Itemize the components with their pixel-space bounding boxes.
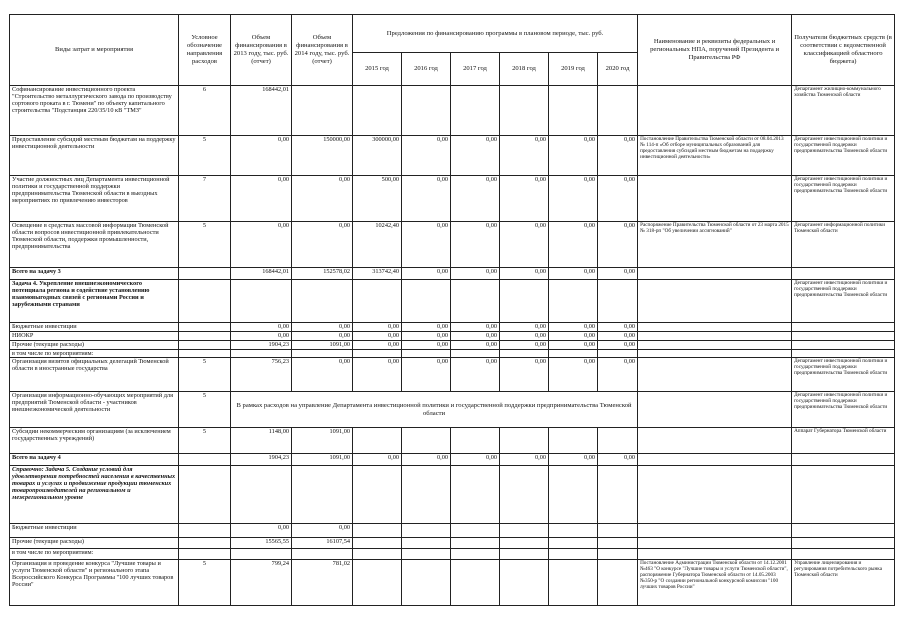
header-2014: Объем финансирования в 2014 году, тыс. руб. (отчет) [292, 15, 353, 86]
plan-year-cell [500, 560, 549, 606]
plan-year-cell [549, 428, 598, 454]
plan-year-cell: 0,00 [402, 268, 451, 280]
plan-year-cell [402, 466, 451, 524]
plan-year-cell: 0,00 [451, 358, 500, 392]
recipient-cell [792, 341, 895, 350]
row-name-cell: Бюджетные инвестиции [10, 524, 179, 538]
plan-year-cell: 0,00 [402, 454, 451, 466]
row-code-cell [179, 538, 231, 549]
plan-year-cell: 0,00 [451, 332, 500, 341]
value-2014-cell: 16107,54 [292, 538, 353, 549]
row-code-cell [179, 549, 231, 560]
value-2014-cell [292, 549, 353, 560]
plan-year-cell [500, 549, 549, 560]
row-code-cell [179, 268, 231, 280]
table-row [10, 176, 895, 222]
npa-cell [638, 176, 792, 222]
npa-cell [638, 358, 792, 392]
plan-year-cell: 500,00 [353, 176, 402, 222]
header-code: Условное обозначение направления расходов [179, 15, 231, 86]
plan-year-cell [598, 538, 638, 549]
plan-year-cell: 0,00 [598, 222, 638, 268]
plan-year-cell [402, 350, 451, 358]
plan-year-cell [598, 560, 638, 606]
plan-year-cell: 0,00 [549, 136, 598, 176]
plan-year-cell: 0,00 [500, 341, 549, 350]
value-2013-cell [231, 280, 292, 323]
plan-year-cell: 0,00 [549, 268, 598, 280]
plan-year-cell: 0,00 [500, 358, 549, 392]
plan-year-cell: 0,00 [353, 454, 402, 466]
plan-year-cell [353, 280, 402, 323]
plan-year-cell [598, 428, 638, 454]
table-row [10, 538, 895, 549]
plan-year-cell: 0,00 [451, 341, 500, 350]
plan-year-cell: 0,00 [500, 268, 549, 280]
plan-year-cell: 0,00 [451, 268, 500, 280]
npa-cell: Постановление Правительства Тюменской области от 08.04.2013 № 114-п «Об отборе муниципальных образований для предоставления субсидий местным бюджетам на поддержку инвестиционной деятельности» [638, 136, 792, 176]
row-name-cell: Организация информационно-обучающих мероприятий для предприятий Тюменской области - участников внешнеэкономической деятельности [10, 392, 179, 428]
npa-cell [638, 466, 792, 524]
npa-cell [638, 538, 792, 549]
value-2014-cell [292, 280, 353, 323]
plan-year-cell: 0,00 [598, 136, 638, 176]
npa-cell [638, 268, 792, 280]
recipient-cell: Департамент жилищно-коммунального хозяйства Тюменской области [792, 86, 895, 136]
header-2013: Объем финансирования в 2013 году, тыс. руб. (отчет) [231, 15, 292, 86]
header-year: 2020 год [598, 53, 638, 86]
plan-year-cell: 0,00 [598, 323, 638, 332]
plan-year-cell [353, 428, 402, 454]
budget-table-page [9, 14, 895, 606]
plan-year-cell: 0,00 [353, 358, 402, 392]
plan-year-cell: 0,00 [598, 454, 638, 466]
header-year: 2019 год [549, 53, 598, 86]
value-2013-cell: 0,00 [231, 323, 292, 332]
row-name-cell: Всего на задачу 4 [10, 454, 179, 466]
recipient-cell [792, 350, 895, 358]
table-row [10, 560, 895, 606]
plan-year-cell [353, 350, 402, 358]
row-name-cell: Прочие (текущие расходы) [10, 341, 179, 350]
plan-year-cell: 0,00 [598, 341, 638, 350]
header-year: 2015 год [353, 53, 402, 86]
value-2013-cell: 0,00 [231, 332, 292, 341]
plan-year-cell: 0,00 [549, 341, 598, 350]
npa-cell: Распоряжение Правительства Тюменской области от 23 марта 2015 № 318-рп "Об увеличении ассигнований" [638, 222, 792, 268]
plan-year-cell: 0,00 [549, 454, 598, 466]
table-row [10, 268, 895, 280]
plan-year-cell: 0,00 [549, 222, 598, 268]
plan-year-cell: 0,00 [549, 332, 598, 341]
value-2013-cell: 799,24 [231, 560, 292, 606]
value-2014-cell: 152578,02 [292, 268, 353, 280]
value-2014-cell: 1091,00 [292, 341, 353, 350]
plan-year-cell [353, 524, 402, 538]
plan-year-cell: 0,00 [402, 341, 451, 350]
plan-year-cell: 0,00 [500, 222, 549, 268]
recipient-cell: Департамент инвестиционной политики и государственной поддержки предпринимательства Тюменской области [792, 280, 895, 323]
plan-year-cell [549, 549, 598, 560]
table-row [10, 222, 895, 268]
plan-year-cell: 0,00 [451, 323, 500, 332]
row-name-cell: Бюджетные инвестиции [10, 323, 179, 332]
plan-year-cell [549, 86, 598, 136]
plan-year-cell [500, 466, 549, 524]
npa-cell [638, 524, 792, 538]
plan-year-cell: 0,00 [500, 136, 549, 176]
plan-year-cell: 0,00 [402, 136, 451, 176]
row-code-cell [179, 454, 231, 466]
row-name-cell: в том числе по мероприятиям: [10, 350, 179, 358]
plan-year-cell [549, 560, 598, 606]
value-2014-cell [292, 466, 353, 524]
value-2014-cell: 150000,00 [292, 136, 353, 176]
npa-cell [638, 280, 792, 323]
plan-year-cell: 0,00 [402, 222, 451, 268]
plan-year-cell [598, 549, 638, 560]
value-2013-cell: 1904,23 [231, 454, 292, 466]
row-code-cell: 6 [179, 86, 231, 136]
row-code-cell [179, 524, 231, 538]
value-2014-cell: 0,00 [292, 222, 353, 268]
value-2014-cell [292, 86, 353, 136]
header-year: 2018 год [500, 53, 549, 86]
plan-year-cell [451, 524, 500, 538]
value-2014-cell: 0,00 [292, 323, 353, 332]
recipient-cell [792, 549, 895, 560]
header-year: 2017 год [451, 53, 500, 86]
value-2013-cell: 15565,55 [231, 538, 292, 549]
plan-year-cell [500, 428, 549, 454]
plan-year-cell [402, 560, 451, 606]
recipient-cell [792, 454, 895, 466]
plan-year-cell [402, 524, 451, 538]
plan-year-cell [451, 466, 500, 524]
plan-year-cell: 0,00 [500, 332, 549, 341]
value-2013-cell: 0,00 [231, 222, 292, 268]
plan-year-cell: 10242,40 [353, 222, 402, 268]
plan-year-cell: 0,00 [549, 176, 598, 222]
plan-year-cell [402, 86, 451, 136]
plan-year-cell: 0,00 [353, 323, 402, 332]
row-name-cell: Организация и проведение конкурса "Лучшие товары и услуги Тюменской области" и регионального этапа Всероссийского Конкурса Программы "100 лучших товаров России" [10, 560, 179, 606]
row-name-cell: в том числе по мероприятиям: [10, 549, 179, 560]
plan-year-cell [500, 86, 549, 136]
recipient-cell: Управление лицензирования и регулирования потребительского рынка Тюменской области [792, 560, 895, 606]
plan-year-cell: 0,00 [353, 332, 402, 341]
value-2014-cell: 1091,00 [292, 454, 353, 466]
plan-year-cell [402, 538, 451, 549]
value-2014-cell [292, 350, 353, 358]
plan-year-cell: 0,00 [500, 454, 549, 466]
plan-year-cell: 0,00 [549, 358, 598, 392]
plan-year-cell: 0,00 [402, 358, 451, 392]
plan-year-cell: 0,00 [598, 268, 638, 280]
value-2013-cell [231, 466, 292, 524]
value-2014-cell: 1091,00 [292, 428, 353, 454]
row-name-cell: Всего на задачу 3 [10, 268, 179, 280]
table-row [10, 549, 895, 560]
header-plan: Предложения по финансированию программы в плановом периоде, тыс. руб. [353, 15, 638, 53]
value-2013-cell: 756,23 [231, 358, 292, 392]
plan-year-cell [402, 549, 451, 560]
recipient-cell [792, 323, 895, 332]
row-name-cell: Задача 4. Укрепление внешнеэкономического потенциала региона и содействие установлению взаимовыгодных связей с регионами России и зарубежными странами [10, 280, 179, 323]
row-code-cell [179, 350, 231, 358]
plan-year-cell [451, 86, 500, 136]
header-year: 2016 год [402, 53, 451, 86]
plan-year-cell [353, 538, 402, 549]
plan-year-cell [549, 538, 598, 549]
plan-year-cell: 0,00 [549, 323, 598, 332]
row-name-cell: Прочие (текущие расходы) [10, 538, 179, 549]
table-row [10, 428, 895, 454]
plan-year-cell [598, 350, 638, 358]
plan-year-cell [598, 280, 638, 323]
value-2013-cell: 1904,23 [231, 341, 292, 350]
table-row [10, 323, 895, 332]
recipient-cell: Департамент инвестиционной политики и государственной поддержки предпринимательства Тюменской области [792, 136, 895, 176]
plan-year-cell [598, 86, 638, 136]
plan-year-cell: 0,00 [402, 323, 451, 332]
row-name-cell: Софинансирование инвестиционного проекта "Строительство металлургического завода по производству сортового проката в г. Тюмени" по объекту капитального строительства "Подстанция 220/35/10 кВ "ТМЗ" [10, 86, 179, 136]
row-code-cell: 5 [179, 222, 231, 268]
npa-cell [638, 428, 792, 454]
budget-table [9, 14, 895, 606]
plan-year-cell: 0,00 [598, 358, 638, 392]
row-code-cell [179, 323, 231, 332]
npa-cell [638, 454, 792, 466]
value-2013-cell [231, 350, 292, 358]
recipient-cell [792, 268, 895, 280]
npa-cell: Постановление Администрации Тюменской области от 14.12.2001 №463 "О конкурсе "Лучшие товары и услуги Тюменской области", распоряжение Губернатора Тюменской области от 14.05.2003 №350-р "О создании региональной конкурсной комиссии "100 лучших товаров России" [638, 560, 792, 606]
value-2014-cell: 0,00 [292, 332, 353, 341]
table-row [10, 524, 895, 538]
table-row [10, 454, 895, 466]
plan-year-cell [549, 524, 598, 538]
recipient-cell [792, 538, 895, 549]
row-name-cell: Предоставление субсидий местным бюджетам на поддержку инвестиционной деятельности [10, 136, 179, 176]
npa-cell [638, 341, 792, 350]
plan-year-cell: 0,00 [451, 136, 500, 176]
recipient-cell [792, 466, 895, 524]
value-2014-cell: 0,00 [292, 358, 353, 392]
plan-year-cell [353, 466, 402, 524]
table-row [10, 86, 895, 136]
plan-year-cell: 0,00 [402, 176, 451, 222]
plan-year-cell: 0,00 [451, 454, 500, 466]
row-code-cell [179, 280, 231, 323]
plan-year-cell [549, 280, 598, 323]
npa-cell [638, 392, 792, 428]
plan-year-cell [451, 560, 500, 606]
npa-cell [638, 332, 792, 341]
npa-cell [638, 549, 792, 560]
recipient-cell: Департамент инвестиционной политики и государственной поддержки предпринимательства Тюменской области [792, 358, 895, 392]
plan-year-cell [598, 466, 638, 524]
plan-year-cell: 300000,00 [353, 136, 402, 176]
plan-year-cell [353, 549, 402, 560]
plan-year-cell [451, 428, 500, 454]
row-name-cell: Субсидии некоммерческим организациям (за исключением государственных учреждений) [10, 428, 179, 454]
value-2013-cell [231, 549, 292, 560]
row-name-cell: Участие должностных лиц Департамента инвестиционной политики и государственной поддержки предпринимательства Тюменской области в выездных мероприятиях по привлечению инвесторов [10, 176, 179, 222]
row-code-cell [179, 332, 231, 341]
row-name-cell: Организация визитов официальных делегаций Тюменской области в иностранные государства [10, 358, 179, 392]
plan-year-cell [500, 280, 549, 323]
plan-year-cell [402, 428, 451, 454]
value-2013-cell: 0,00 [231, 136, 292, 176]
row-code-cell: 5 [179, 560, 231, 606]
recipient-cell: Департамент инвестиционной политики и государственной поддержки предпринимательства Тюменской области [792, 392, 895, 428]
row-code-cell [179, 466, 231, 524]
plan-year-cell: 0,00 [353, 341, 402, 350]
table-row [10, 341, 895, 350]
plan-year-cell [451, 538, 500, 549]
value-2013-cell: 0,00 [231, 176, 292, 222]
value-2014-cell: 0,00 [292, 176, 353, 222]
plan-year-cell [549, 466, 598, 524]
plan-year-cell: 0,00 [598, 176, 638, 222]
row-code-cell: 5 [179, 428, 231, 454]
plan-year-cell [353, 560, 402, 606]
table-row [10, 136, 895, 176]
row-code-cell: 5 [179, 392, 231, 428]
plan-year-cell: 0,00 [451, 222, 500, 268]
value-2014-cell: 781,02 [292, 560, 353, 606]
recipient-cell [792, 524, 895, 538]
header-recipients: Получатели бюджетных средств (в соответствии с ведомственной классификацией областного бюджета) [792, 15, 895, 86]
row-code-cell: 7 [179, 176, 231, 222]
plan-year-cell [500, 350, 549, 358]
plan-year-cell: 0,00 [402, 332, 451, 341]
table-row [10, 466, 895, 524]
plan-year-cell [598, 524, 638, 538]
npa-cell [638, 86, 792, 136]
row-name-cell: Освещение в средствах массовой информации Тюменской области вопросов инвестиционной привлекательности Тюменской области, поддержки промышленности, предпринимательства [10, 222, 179, 268]
value-2013-cell: 0,00 [231, 524, 292, 538]
plan-year-cell [451, 549, 500, 560]
value-2013-cell: 168442,01 [231, 268, 292, 280]
plan-year-cell: 0,00 [500, 323, 549, 332]
table-row [10, 350, 895, 358]
row-code-cell: 5 [179, 136, 231, 176]
value-2014-cell: 0,00 [292, 524, 353, 538]
row-code-cell [179, 341, 231, 350]
row-name-cell: НИОКР [10, 332, 179, 341]
plan-year-cell [500, 538, 549, 549]
merged-note-cell: В рамках расходов на управление Департамента инвестиционной политики и государственной поддержки предпринимательства Тюменской области [231, 392, 638, 428]
npa-cell [638, 350, 792, 358]
row-name-cell: Справочно: Задача 5. Создание условий для удовлетворения потребностей населения в качественных товарах и услугах и продвижение продукции тюменских товаропроизводителей на региональном и межрегиональном уровне [10, 466, 179, 524]
table-row [10, 392, 895, 428]
table-row [10, 358, 895, 392]
table-row [10, 280, 895, 323]
plan-year-cell [549, 350, 598, 358]
table-row [10, 332, 895, 341]
header-vid: Виды затрат и мероприятия [10, 15, 179, 86]
recipient-cell: Аппарат Губернатора Тюменской области [792, 428, 895, 454]
value-2013-cell: 168442,01 [231, 86, 292, 136]
plan-year-cell [353, 86, 402, 136]
recipient-cell: Департамент информационной политики Тюменской области [792, 222, 895, 268]
row-code-cell: 5 [179, 358, 231, 392]
plan-year-cell: 0,00 [500, 176, 549, 222]
recipient-cell [792, 332, 895, 341]
npa-cell [638, 323, 792, 332]
plan-year-cell: 0,00 [451, 176, 500, 222]
table-body [10, 86, 895, 606]
recipient-cell: Департамент инвестиционной политики и государственной поддержки предпринимательства Тюменской области [792, 176, 895, 222]
plan-year-cell [451, 350, 500, 358]
plan-year-cell [451, 280, 500, 323]
plan-year-cell: 0,00 [598, 332, 638, 341]
plan-year-cell: 313742,40 [353, 268, 402, 280]
plan-year-cell [500, 524, 549, 538]
value-2013-cell: 1148,00 [231, 428, 292, 454]
plan-year-cell [402, 280, 451, 323]
header-npa: Наименование и реквизиты федеральных и региональных НПА, поручений Президента и Правительства РФ [638, 15, 792, 86]
